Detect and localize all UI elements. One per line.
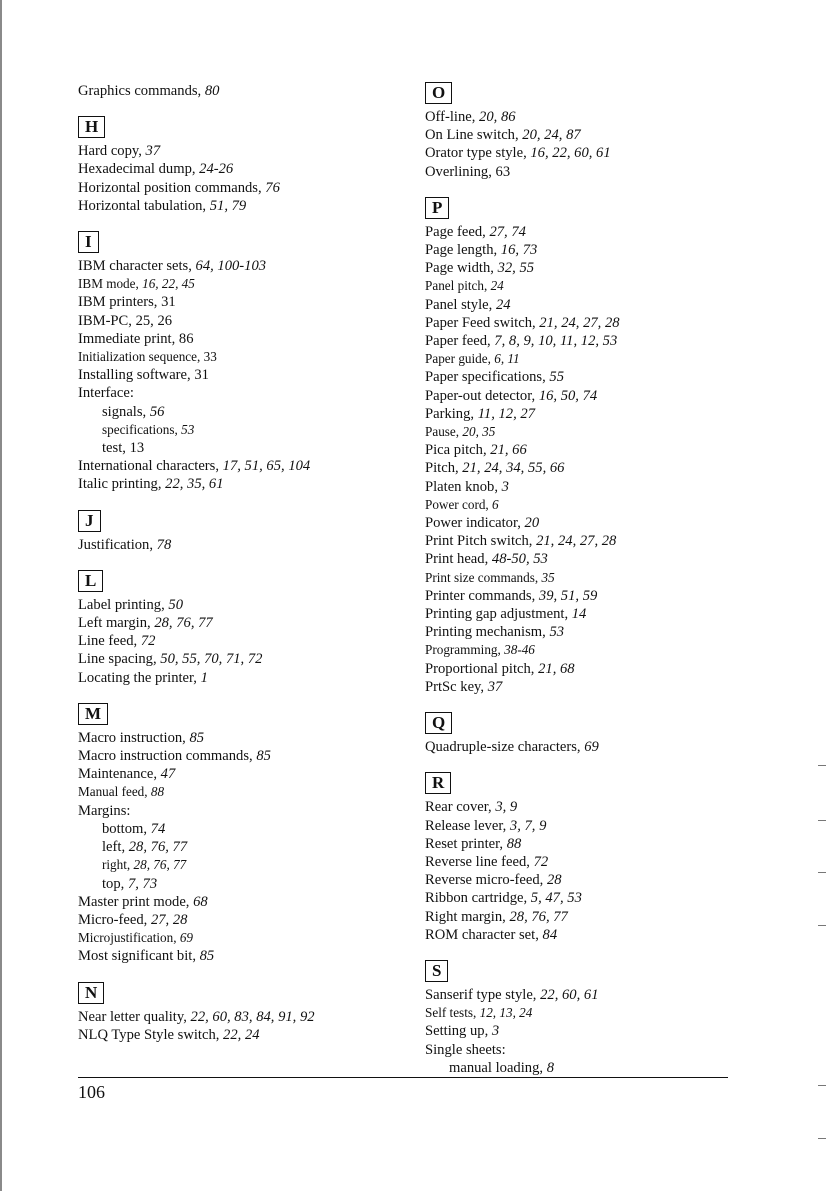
index-entry	[78, 82, 398, 100]
entry-page-refs: 72	[533, 853, 549, 870]
index-entry	[425, 889, 745, 907]
index-entry	[78, 929, 398, 947]
index-entry	[425, 986, 745, 1004]
entry-page-refs: 17, 51, 65, 104	[222, 458, 311, 475]
entry-page-refs: 37	[145, 143, 161, 160]
entry-term: Margins:	[78, 802, 131, 819]
index-section	[78, 687, 398, 729]
index-entry	[425, 459, 745, 477]
index-section	[78, 966, 398, 1008]
index-entry	[78, 765, 398, 783]
entry-page-refs: 21, 68	[538, 660, 575, 677]
index-entry	[78, 142, 398, 160]
entry-page-refs: 21, 24, 34, 55, 66	[462, 460, 565, 477]
margin-tick	[818, 765, 826, 766]
index-entry	[425, 908, 745, 926]
entry-term: Ribbon cartridge,	[425, 890, 531, 907]
index-entry	[78, 457, 398, 475]
entry-term: Printer commands,	[425, 587, 539, 604]
entry-term: Paper Feed switch,	[425, 314, 540, 331]
entry-page-refs: 55	[549, 369, 565, 386]
index-entry	[425, 423, 745, 441]
entry-page-refs: 20	[524, 515, 540, 532]
index-entry	[78, 596, 398, 614]
entry-page-refs: 37	[487, 678, 503, 695]
entry-term: Graphics commands,	[78, 83, 205, 99]
index-section	[78, 554, 398, 596]
entry-page-refs: 20, 86	[479, 109, 516, 125]
entry-term: IBM mode,	[78, 276, 143, 292]
index-section	[78, 215, 398, 257]
index-entry	[425, 163, 745, 181]
entry-page-refs: 16, 50, 74	[538, 387, 598, 404]
index-entry	[425, 660, 745, 678]
entry-term: Release lever,	[425, 817, 510, 834]
entry-term: Pica pitch,	[425, 442, 491, 459]
entry-page-refs: 20, 35	[462, 424, 496, 440]
index-entry	[425, 641, 745, 659]
index-subentry	[78, 421, 398, 439]
index-entry	[425, 605, 745, 623]
entry-page-refs: 16, 22, 45	[142, 276, 195, 292]
entry-term: Hexadecimal dump,	[78, 161, 200, 178]
entry-term: test, 13	[102, 440, 145, 457]
index-entry	[78, 614, 398, 632]
index-entry	[425, 550, 745, 568]
index-entry	[425, 296, 745, 314]
index-entry	[78, 293, 398, 311]
entry-page-refs: 21, 24, 27, 28	[539, 314, 620, 331]
entry-page-refs: 21, 24, 27, 28	[536, 533, 617, 550]
entry-page-refs: 56	[149, 403, 165, 420]
entry-term: Print head,	[425, 551, 492, 568]
index-entry	[78, 947, 398, 965]
entry-term: Master print mode,	[78, 893, 194, 910]
entry-term: Horizontal tabulation,	[78, 197, 210, 214]
section-letter-heading: O	[425, 82, 452, 104]
entry-term: Off-line,	[425, 109, 480, 125]
entry-page-refs: 1	[200, 669, 208, 686]
entry-term: right,	[102, 857, 134, 873]
entry-page-refs: 80	[204, 83, 220, 99]
entry-page-refs: 12, 13, 24	[479, 1005, 533, 1021]
index-section	[78, 494, 398, 536]
entry-term: Orator type style,	[425, 145, 531, 162]
index-entry	[78, 911, 398, 929]
entry-term: Maintenance,	[78, 766, 161, 783]
entry-term: Parking,	[425, 405, 478, 422]
entry-term: Justification,	[78, 536, 157, 553]
entry-term: Overlining, 63	[425, 163, 511, 180]
entry-page-refs: 24	[490, 278, 504, 294]
index-entry	[78, 729, 398, 747]
section-letter-heading: L	[78, 570, 103, 592]
index-entry	[425, 496, 745, 514]
entry-term: Left margin,	[78, 615, 155, 632]
entry-page-refs: 72	[140, 633, 156, 650]
entry-page-refs: 74	[150, 820, 166, 837]
entry-page-refs: 69	[179, 930, 194, 946]
entry-page-refs: 39, 51, 59	[538, 587, 598, 604]
entry-page-refs: 28, 76, 77	[133, 857, 187, 873]
entry-term: Reset printer,	[425, 835, 507, 852]
entry-page-refs: 20, 24, 87	[522, 127, 581, 144]
entry-page-refs: 28, 76, 77	[154, 615, 213, 632]
index-subentry	[78, 439, 398, 457]
section-letter-heading: R	[425, 772, 451, 794]
index-section	[78, 100, 398, 142]
index-entry	[78, 257, 398, 275]
entry-term: Microjustification,	[78, 930, 180, 946]
entry-term: Label printing,	[78, 596, 169, 613]
entry-term: NLQ Type Style switch,	[78, 1026, 224, 1043]
section-letter-heading: H	[78, 116, 105, 138]
index-entry	[425, 532, 745, 550]
index-entry	[425, 126, 745, 144]
entry-page-refs: 21, 66	[490, 442, 527, 459]
entry-page-refs: 28	[546, 872, 562, 889]
entry-term: Reverse line feed,	[425, 853, 534, 870]
entry-term: Power cord,	[425, 496, 493, 512]
entry-page-refs: 11, 12, 27	[477, 405, 535, 422]
index-entry	[425, 405, 745, 423]
entry-term: Paper guide,	[425, 351, 495, 367]
entry-page-refs: 32, 55	[497, 260, 535, 277]
section-letter-heading: I	[78, 231, 99, 253]
entry-term: Line feed,	[78, 633, 141, 650]
entry-term: Installing software, 31	[78, 367, 209, 384]
index-entry	[425, 835, 745, 853]
section-letter-heading: M	[78, 703, 108, 725]
entry-page-refs: 24	[495, 296, 511, 313]
entry-page-refs: 28, 76, 77	[509, 908, 568, 925]
index-entry	[78, 1008, 398, 1026]
section-letter-heading: N	[78, 982, 104, 1004]
footer-rule	[78, 1077, 728, 1078]
entry-term: Print size commands,	[425, 569, 542, 585]
page-number: 106	[78, 1082, 105, 1102]
entry-page-refs: 16, 22, 60, 61	[530, 145, 611, 162]
entry-page-refs: 3	[491, 1023, 500, 1040]
index-column-right	[425, 82, 745, 1077]
index-entry	[78, 747, 398, 765]
index-entry	[425, 587, 745, 605]
entry-term: Italic printing,	[78, 476, 166, 493]
index-entry	[425, 277, 745, 295]
entry-page-refs: 14	[571, 606, 587, 623]
index-entry	[78, 783, 398, 801]
index-entry	[78, 650, 398, 668]
index-entry	[78, 330, 398, 348]
margin-tick	[818, 925, 826, 926]
entry-term: Reverse micro-feed,	[425, 872, 547, 889]
index-entry	[78, 536, 398, 554]
entry-page-refs: 24-26	[199, 161, 234, 178]
section-letter-heading: P	[425, 197, 449, 219]
entry-term: Print Pitch switch,	[425, 533, 537, 550]
entry-page-refs: 6, 11	[494, 351, 520, 367]
index-entry	[425, 1022, 745, 1040]
entry-term: Page length,	[425, 242, 501, 259]
index-subentry	[78, 838, 398, 856]
entry-page-refs: 53	[181, 421, 195, 437]
entry-page-refs: 35	[541, 569, 555, 585]
entry-term: IBM-PC, 25, 26	[78, 312, 173, 329]
margin-tick	[818, 820, 826, 821]
entry-page-refs: 3, 9	[495, 799, 518, 816]
index-subentry	[78, 875, 398, 893]
index-entry	[425, 259, 745, 277]
index-section	[425, 756, 745, 798]
entry-term: Panel style,	[425, 296, 496, 313]
index-entry	[425, 387, 745, 405]
index-section	[425, 696, 745, 738]
index-entry	[425, 223, 745, 241]
index-entry	[78, 893, 398, 911]
index-entry	[425, 1041, 745, 1059]
entry-term: Proportional pitch,	[425, 660, 539, 677]
entry-term: signals,	[102, 403, 150, 420]
index-entry	[78, 384, 398, 402]
margin-tick	[818, 872, 826, 873]
margin-tick	[818, 1085, 826, 1086]
index-entry	[425, 798, 745, 816]
entry-page-refs: 3	[501, 478, 509, 495]
index-subentry	[78, 856, 398, 874]
index-entry	[425, 241, 745, 259]
index-entry	[425, 314, 745, 332]
entry-term: Self tests,	[425, 1005, 480, 1021]
entry-term: Manual feed,	[78, 784, 151, 800]
entry-page-refs: 22, 60, 61	[540, 986, 599, 1003]
entry-term: top,	[102, 875, 128, 892]
entry-term: Horizontal position commands,	[78, 179, 266, 196]
entry-page-refs: 76	[265, 179, 280, 196]
index-entry	[78, 160, 398, 178]
entry-term: Power indicator,	[425, 515, 525, 532]
entry-term: Page width,	[425, 260, 498, 277]
entry-term: ROM character set,	[425, 926, 543, 943]
index-subentry	[78, 820, 398, 838]
entry-page-refs: 38-46	[504, 642, 535, 658]
entry-term: Paper specifications,	[425, 369, 550, 386]
entry-term: Printing gap adjustment,	[425, 606, 572, 623]
entry-term: Platen knob,	[425, 478, 502, 495]
index-entry	[425, 144, 745, 162]
index-entry	[425, 514, 745, 532]
entry-term: Quadruple-size characters,	[425, 739, 585, 756]
index-subentry	[78, 403, 398, 421]
entry-term: IBM printers, 31	[78, 294, 176, 311]
entry-page-refs: 50, 55, 70, 71, 72	[160, 651, 263, 668]
index-entry	[425, 108, 745, 126]
entry-term: Near letter quality,	[78, 1008, 191, 1025]
entry-page-refs: 27, 74	[489, 223, 526, 240]
entry-term: Panel pitch,	[425, 278, 491, 294]
entry-page-refs: 3, 7, 9	[509, 817, 547, 834]
entry-term: Locating the printer,	[78, 669, 201, 686]
entry-term: Macro instruction,	[78, 729, 190, 746]
index-entry	[78, 475, 398, 493]
entry-page-refs: 85	[199, 948, 215, 965]
entry-term: Initialization sequence, 33	[78, 349, 217, 365]
scan-edge-mark	[0, 0, 2, 1191]
entry-page-refs: 53	[549, 624, 565, 641]
entry-page-refs: 22, 60, 83, 84, 91, 92	[190, 1008, 315, 1025]
entry-page-refs: 7, 73	[127, 875, 158, 892]
entry-page-refs: 7, 8, 9, 10, 11, 12, 53	[494, 333, 618, 350]
index-entry	[78, 179, 398, 197]
index-entry	[425, 332, 745, 350]
entry-term: Programming,	[425, 642, 505, 658]
entry-page-refs: 50	[168, 596, 183, 613]
entry-term: Micro-feed,	[78, 911, 151, 928]
entry-page-refs: 85	[189, 729, 205, 746]
entry-page-refs: 51, 79	[209, 197, 247, 214]
index-entry	[78, 275, 398, 293]
index-entry	[78, 197, 398, 215]
section-letter-heading: S	[425, 960, 448, 982]
entry-page-refs: 64, 100-103	[195, 258, 267, 275]
index-entry	[78, 366, 398, 384]
entry-page-refs: 88	[150, 784, 165, 800]
index-entry	[78, 1026, 398, 1044]
entry-term: Pitch,	[425, 460, 463, 477]
index-entry	[78, 348, 398, 366]
entry-page-refs: 68	[193, 893, 208, 910]
index-entry	[425, 478, 745, 496]
index-entry	[425, 368, 745, 386]
entry-page-refs: 27, 28	[150, 911, 188, 928]
entry-page-refs: 88	[506, 835, 522, 852]
entry-term: Immediate print, 86	[78, 330, 194, 347]
entry-term: On Line switch,	[425, 127, 523, 144]
index-section	[425, 82, 745, 108]
index-entry	[425, 350, 745, 368]
index-entry	[425, 817, 745, 835]
entry-page-refs: 48-50, 53	[491, 551, 548, 568]
entry-term: Interface:	[78, 385, 134, 402]
entry-page-refs: 22, 24	[223, 1026, 260, 1043]
entry-term: PrtSc key,	[425, 678, 488, 695]
entry-term: Hard copy,	[78, 143, 146, 160]
index-entry	[425, 1004, 745, 1022]
entry-page-refs: 28, 76, 77	[128, 839, 188, 856]
index-entry	[78, 312, 398, 330]
entry-term: Right margin,	[425, 908, 510, 925]
entry-page-refs: 6	[492, 496, 499, 512]
entry-page-refs: 69	[584, 739, 599, 756]
entry-page-refs: 85	[256, 748, 271, 765]
index-entry	[425, 926, 745, 944]
entry-page-refs: 47	[160, 766, 176, 783]
entry-term: Printing mechanism,	[425, 624, 550, 641]
index-section	[425, 944, 745, 986]
entry-term: Rear cover,	[425, 799, 496, 816]
entry-page-refs: 5, 47, 53	[530, 890, 582, 907]
entry-term: Pause,	[425, 424, 463, 440]
entry-term: Paper feed,	[425, 333, 495, 350]
entry-term: IBM character sets,	[78, 258, 196, 275]
entry-page-refs: 22, 35, 61	[165, 476, 224, 493]
index-entry	[425, 853, 745, 871]
entry-page-refs: 16, 73	[500, 242, 538, 259]
entry-term: Single sheets:	[425, 1041, 506, 1058]
entry-term: Macro instruction commands,	[78, 748, 257, 765]
index-entry	[425, 623, 745, 641]
entry-term: Page feed,	[425, 223, 490, 240]
entry-term: Most significant bit,	[78, 948, 200, 965]
index-entry	[425, 441, 745, 459]
entry-term: Paper-out detector,	[425, 387, 539, 404]
entry-term: International characters,	[78, 458, 223, 475]
index-entry	[78, 669, 398, 687]
entry-page-refs: 84	[542, 926, 558, 943]
entry-term: Line spacing,	[78, 651, 161, 668]
index-column-left	[78, 82, 398, 1044]
entry-term: manual loading,	[449, 1059, 547, 1076]
section-letter-heading: Q	[425, 712, 452, 734]
section-letter-heading: J	[78, 510, 101, 532]
entry-page-refs: 8	[546, 1059, 554, 1076]
entry-term: specifications,	[102, 421, 182, 437]
index-section	[425, 181, 745, 223]
entry-term: left,	[102, 839, 129, 856]
index-entry	[425, 569, 745, 587]
index-entry	[78, 632, 398, 650]
index-entry	[425, 678, 745, 696]
entry-term: Sanserif type style,	[425, 986, 541, 1003]
index-entry	[425, 871, 745, 889]
margin-tick	[818, 1138, 826, 1139]
index-subentry	[425, 1059, 745, 1077]
index-entry	[425, 738, 745, 756]
index-entry	[78, 802, 398, 820]
entry-page-refs: 78	[156, 536, 172, 553]
entry-term: bottom,	[102, 820, 151, 837]
entry-term: Setting up,	[425, 1023, 492, 1040]
